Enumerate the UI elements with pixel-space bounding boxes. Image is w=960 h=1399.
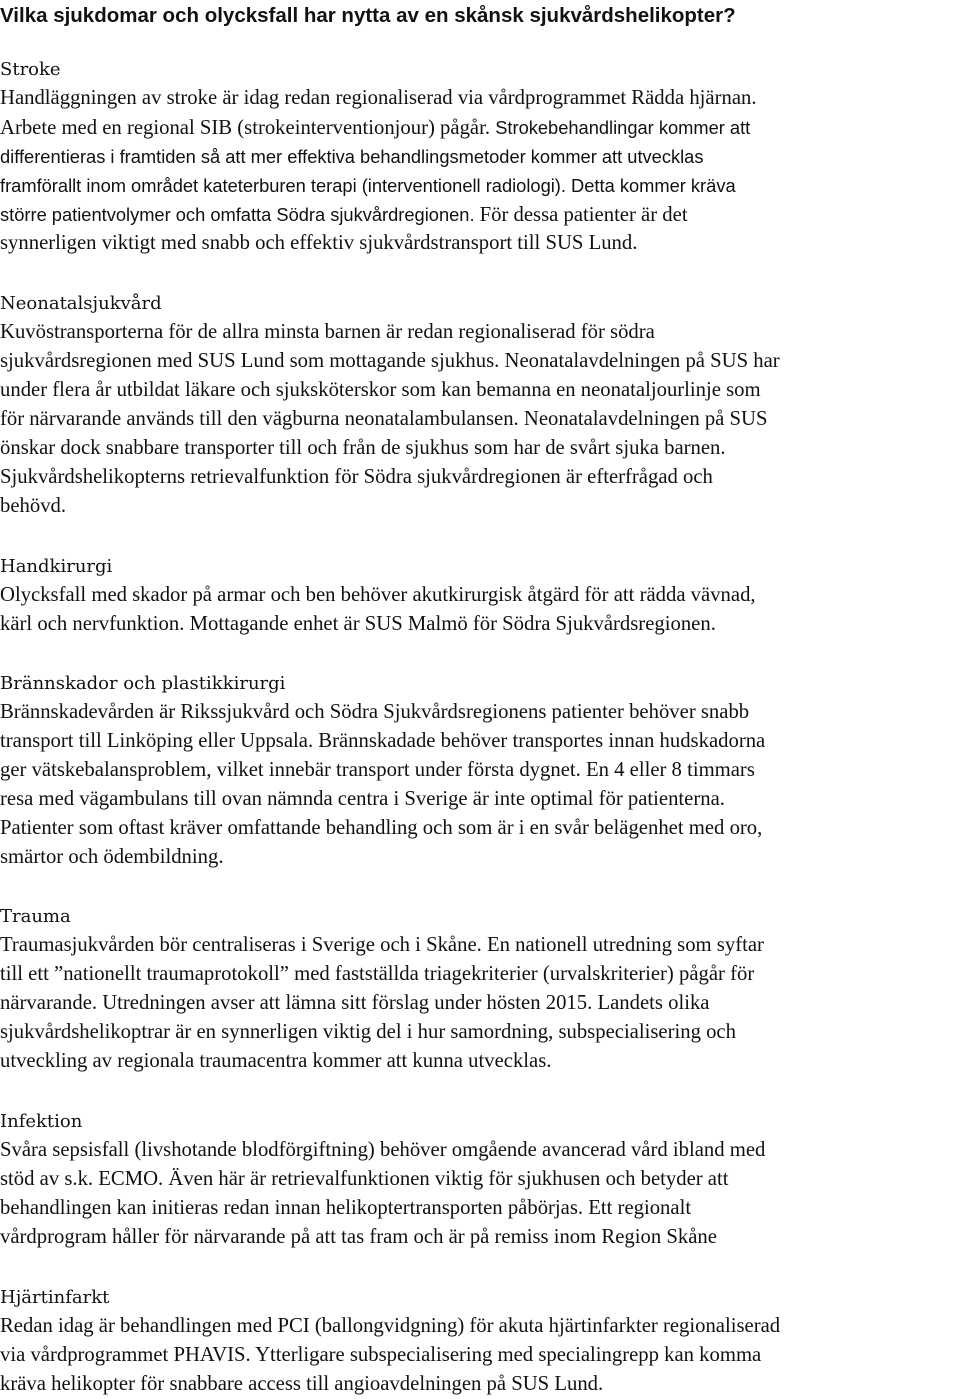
paragraph-line: närvarande. Utredningen avser att lämna sitt förslag under hösten 2015. Landets olika [0,992,710,1014]
section-hjartinfarkt [0,1283,958,1399]
paragraph-line [0,113,958,142]
section-heading-neonatal: Neonatalsjukvård [0,293,162,314]
paragraph-segment: Strokebehandlingar kommer att [495,117,751,138]
paragraph-line: Handläggningen av stroke är idag redan regionaliserad via vårdprogrammet Rädda hjärnan. [0,87,757,109]
paragraph-segment: Arbete med en regional SIB (strokeinterventionjour) pågår. [0,117,496,139]
paragraph-line: till ett ”nationellt traumaprotokoll” med fastställda triagekriterier (urvalskriterier) pågår för [0,963,755,985]
paragraph-line: kärl och nervfunktion. Mottagande enhet är SUS Malmö för Södra Sjukvårdsregionen. [0,613,716,635]
section-heading-trauma: Trauma [0,906,71,927]
paragraph-line: önskar dock snabbare transporter till och från de sjukhus som har de svårt sjuka barnen. [0,437,726,459]
paragraph-line [0,200,958,229]
paragraph-line: Olycksfall med skador på armar och ben behöver akutkirurgisk åtgärd för att rädda vävnad, [0,584,756,606]
section-trauma [0,902,958,1076]
paragraph-segment: större patientvolymer och omfatta Södra sjukvårdregionen. [0,204,480,225]
paragraph-line: synnerligen viktigt med snabb och effektiv sjukvårdstransport till SUS Lund. [0,232,638,254]
paragraph-line: sjukvårdshelikoptrar är en synnerligen viktig del i hur samordning, subspecialisering och [0,1021,736,1043]
paragraph-line: Sjukvårdshelikopterns retrievalfunktion för Södra sjukvårdregionen är efterfrågad och [0,466,713,488]
paragraph-line: för närvarande används till den vägburna neonatalambulansen. Neonatalavdelningen på SUS [0,408,768,430]
section-heading-brannskador: Brännskador och plastikkirurgi [0,673,286,694]
section-heading-infektion: Infektion [0,1111,83,1132]
paragraph-line: Brännskadevården är Rikssjukvård och Södra Sjukvårdsregionens patienter behöver snabb [0,701,750,723]
paragraph-line: Patienter som oftast kräver omfattande behandling och som är i en svår belägenhet med oro, [0,817,763,839]
section-heading-hjartinfarkt: Hjärtinfarkt [0,1287,110,1308]
document-title: Vilka sjukdomar och olycksfall har nytta av en skånsk sjukvårdshelikopter? [0,4,736,27]
paragraph-line: kräva helikopter för snabbare access till angioavdelningen på SUS Lund. [0,1373,604,1395]
paragraph-line: resa med vägambulans till ovan nämnda centra i Sverige är inte optimal för patienterna. [0,788,725,810]
section-neonatal [0,289,958,521]
paragraph-line: Kuvöstransporterna för de allra minsta barnen är redan regionaliserad för södra [0,321,655,343]
paragraph-line: vårdprogram håller för närvarande på att tas fram och är på remiss inom Region Skåne [0,1226,717,1248]
paragraph-line: Traumasjukvården bör centraliseras i Sverige och i Skåne. En nationell utredning som syftar [0,934,764,956]
paragraph-line: stöd av s.k. ECMO. Även här är retrievalfunktionen viktig för sjukhusen och betyder att [0,1168,729,1190]
paragraph-line: Svåra sepsisfall (livshotande blodförgiftning) behöver omgående avancerad vård ibland med [0,1139,766,1161]
paragraph-line: sjukvårdsregionen med SUS Lund som mottagande sjukhus. Neonatalavdelningen på SUS har [0,350,780,372]
paragraph-line: utveckling av regionala traumacentra kommer att kunna utvecklas. [0,1050,552,1072]
paragraph-line: smärtor och ödembildning. [0,846,224,868]
paragraph-line: ger vätskebalansproblem, vilket innebär transport under första dygnet. En 4 eller 8 timmars [0,759,755,781]
paragraph-line: framförallt inom området kateterburen terapi (interventionell radiologi). Detta kommer kräva [0,175,736,196]
paragraph-line: behövd. [0,495,67,517]
paragraph-line: differentieras i framtiden så att mer effektiva behandlingsmetoder kommer att utvecklas [0,146,704,167]
paragraph-line: Redan idag är behandlingen med PCI (ballongvidgning) för akuta hjärtinfarkter regionaliserad [0,1315,781,1337]
paragraph-line: under flera år utbildat läkare och sjuksköterskor som kan bemanna en neonataljourlinje som [0,379,761,401]
section-handkirurgi [0,552,958,639]
section-brannskador [0,669,958,872]
paragraph-line: via vårdprogrammet PHAVIS. Ytterligare subspecialisering med specialingrepp kan komma [0,1344,762,1366]
paragraph-segment: För dessa patienter är det [479,204,688,226]
section-heading-stroke: Stroke [0,59,61,80]
paragraph-line: transport till Linköping eller Uppsala. Brännskadade behöver transportes innan hudskadorna [0,730,766,752]
section-stroke [0,55,958,258]
section-infektion [0,1107,958,1252]
paragraph-line: behandlingen kan initieras redan innan helikoptertransporten påbörjas. Ett regionalt [0,1197,692,1219]
section-heading-handkirurgi: Handkirurgi [0,556,113,577]
